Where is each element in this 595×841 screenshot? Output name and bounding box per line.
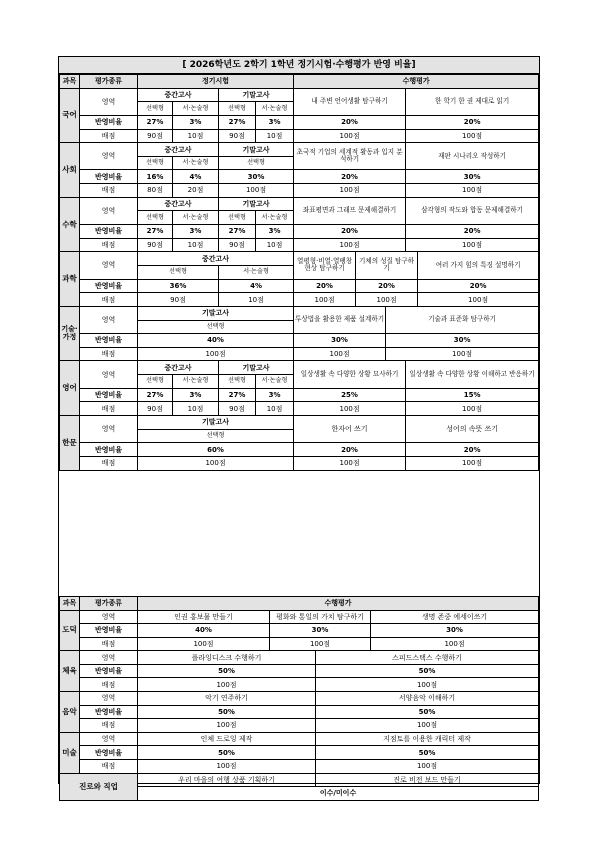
science-perf-score-3: 100점 [418, 293, 539, 307]
korean-perf-ratio-1: 20% [294, 115, 406, 129]
area-label: 영역 [80, 306, 138, 333]
score-label: 배점 [80, 184, 138, 198]
score-label: 배점 [80, 402, 138, 416]
subject-music: 음악 [60, 692, 80, 733]
tech-perf-ratio-1: 30% [294, 334, 386, 348]
hanmun-ratio: 60% [138, 443, 294, 457]
social-perf-area-2: 재판 시나리오 작성하기 [406, 143, 539, 170]
career-perf-area-2: 진로 비전 보드 만들기 [316, 773, 539, 787]
korean-perf-score-1: 100점 [294, 129, 406, 143]
subject-header: 과목 [60, 75, 80, 89]
social-ratio-3: 30% [219, 170, 294, 184]
essay-label: 서·논술형 [173, 156, 219, 170]
music-perf-area-1: 악기 연주하기 [138, 692, 316, 706]
score-label: 배점 [80, 637, 138, 651]
english-perf-ratio-1: 25% [294, 388, 406, 402]
pe-perf-area-2: 스피드스택스 수행하기 [316, 651, 539, 665]
social-score-3: 100점 [219, 184, 294, 198]
subject-hanmun: 한문 [60, 416, 80, 471]
korean-score-1: 90점 [138, 129, 173, 143]
midterm-label: 중간고사 [138, 143, 219, 157]
art-perf-ratio-1: 50% [138, 746, 316, 760]
score-label: 배점 [80, 129, 138, 143]
pe-perf-ratio-1: 50% [138, 664, 316, 678]
performance-header: 수행평가 [294, 75, 539, 89]
math-perf-score-2: 100점 [406, 238, 539, 252]
final-label: 기말고사 [219, 197, 294, 211]
ratio-label: 반영비율 [80, 664, 138, 678]
ratio-label: 반영비율 [80, 279, 138, 293]
ratio-label: 반영비율 [80, 115, 138, 129]
ratio-label: 반영비율 [80, 624, 138, 638]
performance-table [59, 596, 539, 801]
mc-label: 선택형 [138, 265, 219, 279]
pe-perf-score-2: 100점 [316, 678, 539, 692]
ethics-perf-ratio-3: 30% [371, 624, 539, 638]
pe-perf-score-1: 100점 [138, 678, 316, 692]
music-perf-ratio-1: 50% [138, 705, 316, 719]
korean-perf-area-1: 내 주변 언어생활 탐구하기 [294, 88, 406, 115]
hanmun-perf-area-1: 한자어 쓰기 [294, 416, 406, 443]
subject-art: 미술 [60, 732, 80, 773]
midterm-label: 중간고사 [138, 197, 219, 211]
art-perf-area-1: 인체 드로잉 제작 [138, 732, 316, 746]
science-perf-ratio-1: 20% [294, 279, 356, 293]
area-label: 영역 [80, 416, 138, 443]
page-title: [ 2026학년도 2학기 1학년 정기시험·수행평가 반영 비율] [59, 57, 539, 74]
mc-label: 선택형 [138, 156, 173, 170]
ratio-label: 반영비율 [80, 705, 138, 719]
area-label: 영역 [80, 610, 138, 624]
midterm-label: 중간고사 [138, 361, 219, 375]
final-label: 기말고사 [219, 361, 294, 375]
social-perf-ratio-2: 30% [406, 170, 539, 184]
korean-perf-ratio-2: 20% [406, 115, 539, 129]
subject-english: 영어 [60, 361, 80, 416]
score-label: 배점 [80, 238, 138, 252]
tech-perf-area-1: 투상법을 활용한 제품 설계하기 [294, 306, 386, 333]
ratio-label: 반영비율 [80, 334, 138, 348]
science-perf-score-2: 100점 [356, 293, 418, 307]
art-perf-score-2: 100점 [316, 759, 539, 773]
eval-type-header: 평가종류 [80, 597, 138, 611]
english-perf-score-2: 100점 [406, 402, 539, 416]
ratio-label: 반영비율 [80, 443, 138, 457]
art-perf-score-1: 100점 [138, 759, 316, 773]
performance-header: 수행평가 [138, 597, 539, 611]
essay-label: 서·논술형 [173, 375, 219, 389]
social-perf-ratio-1: 20% [294, 170, 406, 184]
ratio-label: 반영비율 [80, 170, 138, 184]
mc-label: 선택형 [138, 211, 173, 225]
score-label: 배점 [80, 347, 138, 361]
subject-science: 과학 [60, 252, 80, 307]
mc-label: 선택형 [219, 211, 256, 225]
document-frame [58, 56, 540, 798]
subject-pe: 체육 [60, 651, 80, 692]
area-label: 영역 [80, 252, 138, 279]
tech-perf-score-1: 100점 [294, 347, 386, 361]
mc-label: 선택형 [219, 156, 294, 170]
english-perf-area-2: 일상생활 속 다양한 상황 이해하고 반응하기 [406, 361, 539, 388]
ethics-perf-score-3: 100점 [371, 637, 539, 651]
science-perf-score-1: 100점 [294, 293, 356, 307]
essay-label: 서·논술형 [173, 211, 219, 225]
hanmun-perf-score-1: 100점 [294, 456, 406, 470]
social-perf-area-1: 초국적 기업의 세계적 활동과 입지 분석하기 [294, 143, 406, 170]
english-ratio-4: 3% [256, 388, 294, 402]
math-ratio-1: 27% [138, 225, 173, 239]
korean-score-2: 10점 [173, 129, 219, 143]
science-score-2: 10점 [219, 293, 294, 307]
score-label: 배점 [80, 456, 138, 470]
english-perf-area-1: 일상생활 속 다양한 상황 묘사하기 [294, 361, 406, 388]
science-perf-area-3: 여러 가지 힘의 특징 설명하기 [418, 252, 539, 279]
korean-ratio-1: 27% [138, 115, 173, 129]
score-label: 배점 [80, 759, 138, 773]
tech-ratio: 40% [138, 334, 294, 348]
score-label: 배점 [80, 678, 138, 692]
mc-label: 선택형 [219, 375, 256, 389]
social-ratio-1: 16% [138, 170, 173, 184]
english-score-3: 90점 [219, 402, 256, 416]
subject-social: 사회 [60, 143, 80, 198]
midterm-label: 중간고사 [138, 88, 219, 102]
score-label: 배점 [80, 719, 138, 733]
final-label: 기말고사 [138, 416, 294, 430]
science-ratio-2: 4% [219, 279, 294, 293]
science-perf-area-2: 기체의 성질 탐구하기 [356, 252, 418, 279]
social-perf-score-2: 100점 [406, 184, 539, 198]
music-perf-area-2: 서양음악 이해하기 [316, 692, 539, 706]
math-ratio-3: 27% [219, 225, 256, 239]
essay-label: 서·논술형 [219, 265, 294, 279]
eval-type-header: 평가종류 [80, 75, 138, 89]
ethics-perf-area-3: 생명 존중 에세이쓰기 [371, 610, 539, 624]
ratio-label: 반영비율 [80, 746, 138, 760]
social-ratio-2: 4% [173, 170, 219, 184]
hanmun-perf-ratio-1: 20% [294, 443, 406, 457]
korean-ratio-4: 3% [256, 115, 294, 129]
ethics-perf-ratio-2: 30% [270, 624, 371, 638]
subject-math: 수학 [60, 197, 80, 252]
essay-label: 서·논술형 [256, 375, 294, 389]
final-label: 기말고사 [219, 88, 294, 102]
english-perf-ratio-2: 15% [406, 388, 539, 402]
korean-perf-score-2: 100점 [406, 129, 539, 143]
essay-label: 서·논술형 [173, 102, 219, 116]
korean-score-3: 90점 [219, 129, 256, 143]
ratio-label: 반영비율 [80, 225, 138, 239]
science-score-1: 90점 [138, 293, 219, 307]
regular-exam-header: 정기시험 [138, 75, 294, 89]
math-perf-ratio-2: 20% [406, 225, 539, 239]
area-label: 영역 [80, 732, 138, 746]
science-perf-ratio-3: 20% [418, 279, 539, 293]
science-perf-area-1: 열평형·비열·열팽창 현상 탐구하기 [294, 252, 356, 279]
math-perf-score-1: 100점 [294, 238, 406, 252]
subject-career: 진로와 직업 [60, 773, 138, 800]
science-ratio-1: 36% [138, 279, 219, 293]
music-perf-score-2: 100점 [316, 719, 539, 733]
music-perf-score-1: 100점 [138, 719, 316, 733]
social-perf-score-1: 100점 [294, 184, 406, 198]
hanmun-perf-ratio-2: 20% [406, 443, 539, 457]
math-ratio-4: 3% [256, 225, 294, 239]
mc-label: 선택형 [219, 102, 256, 116]
ethics-perf-ratio-1: 40% [138, 624, 270, 638]
area-label: 영역 [80, 143, 138, 170]
pe-perf-ratio-2: 50% [316, 664, 539, 678]
final-label: 기말고사 [138, 306, 294, 320]
mc-label: 선택형 [138, 375, 173, 389]
math-perf-area-2: 삼각형의 작도와 합동 문제해결하기 [406, 197, 539, 224]
ethics-perf-area-2: 평화와 통일의 가치 탐구하기 [270, 610, 371, 624]
ratio-label: 반영비율 [80, 388, 138, 402]
essay-label: 서·논술형 [256, 102, 294, 116]
music-perf-ratio-2: 50% [316, 705, 539, 719]
tech-perf-area-2: 기술과 표준화 탐구하기 [386, 306, 539, 333]
ethics-perf-score-2: 100점 [270, 637, 371, 651]
english-ratio-1: 27% [138, 388, 173, 402]
area-label: 영역 [80, 88, 138, 115]
area-label: 영역 [80, 692, 138, 706]
exam-table [59, 74, 539, 471]
midterm-label: 중간고사 [138, 252, 294, 266]
ethics-perf-area-1: 인권 홍보물 만들기 [138, 610, 270, 624]
korean-perf-area-2: 한 학기 한 권 제대로 읽기 [406, 88, 539, 115]
math-score-2: 10점 [173, 238, 219, 252]
subject-ethics: 도덕 [60, 610, 80, 651]
art-perf-area-2: 지점토를 이용한 캐릭터 제작 [316, 732, 539, 746]
mc-label: 선택형 [138, 102, 173, 116]
english-ratio-3: 27% [219, 388, 256, 402]
area-label: 영역 [80, 197, 138, 224]
english-score-4: 10점 [256, 402, 294, 416]
essay-label: 서·논술형 [256, 211, 294, 225]
career-result: 이수/미이수 [138, 787, 539, 801]
hanmun-perf-score-2: 100점 [406, 456, 539, 470]
hanmun-perf-area-2: 성어의 속뜻 쓰기 [406, 416, 539, 443]
score-label: 배점 [80, 293, 138, 307]
pe-perf-area-1: 플라잉디스크 수행하기 [138, 651, 316, 665]
mc-label: 선택형 [138, 320, 294, 334]
subject-tech: 기술·가정 [60, 306, 80, 361]
tech-perf-ratio-2: 30% [386, 334, 539, 348]
area-label: 영역 [80, 361, 138, 388]
career-perf-area-1: 우리 마을의 여행 상품 기획하기 [138, 773, 316, 787]
subject-korean: 국어 [60, 88, 80, 143]
math-score-4: 10점 [256, 238, 294, 252]
math-ratio-2: 3% [173, 225, 219, 239]
area-label: 영역 [80, 651, 138, 665]
korean-score-4: 10점 [256, 129, 294, 143]
hanmun-score: 100점 [138, 456, 294, 470]
tech-perf-score-2: 100점 [386, 347, 539, 361]
math-perf-area-1: 좌표평면과 그래프 문제해결하기 [294, 197, 406, 224]
english-perf-score-1: 100점 [294, 402, 406, 416]
social-score-2: 20점 [173, 184, 219, 198]
mc-label: 선택형 [138, 429, 294, 443]
math-score-3: 90점 [219, 238, 256, 252]
english-ratio-2: 3% [173, 388, 219, 402]
korean-ratio-3: 27% [219, 115, 256, 129]
english-score-2: 10점 [173, 402, 219, 416]
subject-header: 과목 [60, 597, 80, 611]
tech-score: 100점 [138, 347, 294, 361]
ethics-perf-score-1: 100점 [138, 637, 270, 651]
math-score-1: 90점 [138, 238, 173, 252]
science-perf-ratio-2: 20% [356, 279, 418, 293]
art-perf-ratio-2: 50% [316, 746, 539, 760]
english-score-1: 90점 [138, 402, 173, 416]
math-perf-ratio-1: 20% [294, 225, 406, 239]
korean-ratio-2: 3% [173, 115, 219, 129]
final-label: 기말고사 [219, 143, 294, 157]
social-score-1: 80점 [138, 184, 173, 198]
